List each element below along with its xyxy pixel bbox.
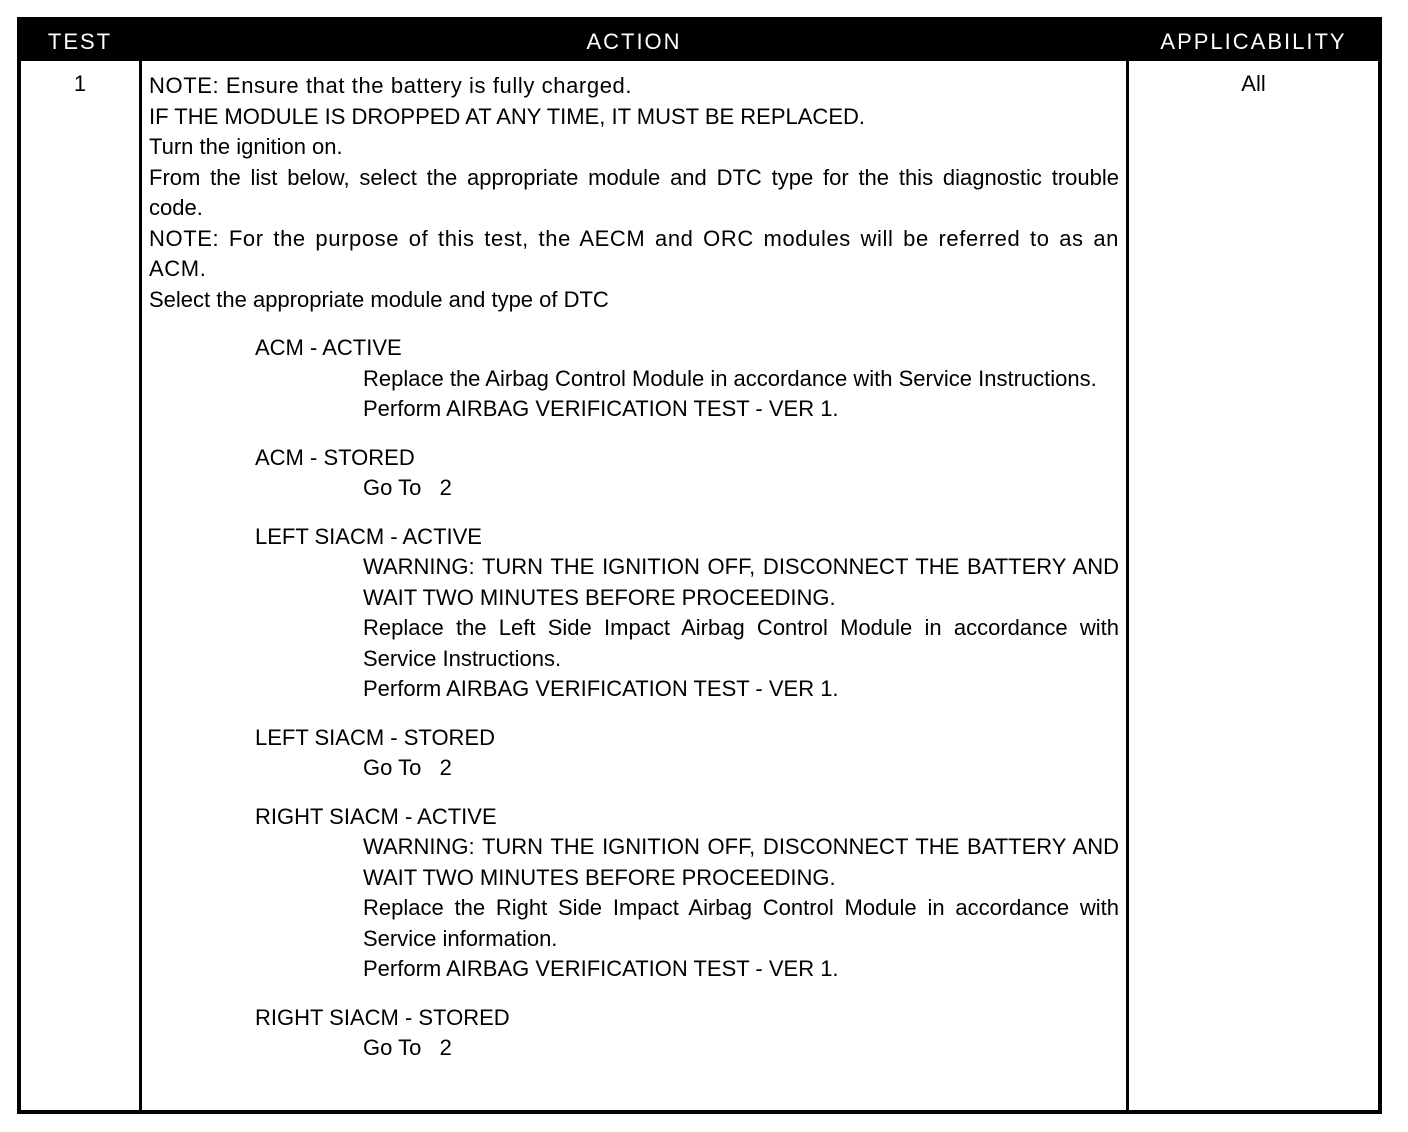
applicability-value: All bbox=[1241, 71, 1266, 96]
option-right-siacm-stored bbox=[255, 1003, 1119, 1064]
action-cell bbox=[149, 71, 1119, 1064]
option-steps bbox=[363, 832, 1119, 985]
ignition-on-step: Turn the ignition on. bbox=[149, 134, 343, 159]
option-step: Replace the Right Side Impact Airbag Control Module in accordance with Service information. bbox=[363, 895, 1119, 951]
option-right-siacm-active bbox=[255, 802, 1119, 985]
header-action: ACTION bbox=[586, 29, 682, 54]
diagnostic-test-table bbox=[17, 17, 1382, 1114]
column-divider-applicability bbox=[1126, 61, 1129, 1110]
option-step-goto: Go To 2 bbox=[363, 1035, 452, 1060]
option-label: RIGHT SIACM - ACTIVE bbox=[255, 803, 497, 829]
header-applicability: APPLICABILITY bbox=[1160, 29, 1347, 54]
option-label: LEFT SIACM - STORED bbox=[255, 724, 496, 750]
option-step-warning: WARNING: TURN THE IGNITION OFF, DISCONNECT THE BATTERY AND WAIT TWO MINUTES BEFORE PROCEEDING. bbox=[363, 834, 1119, 890]
option-left-siacm-active bbox=[255, 522, 1119, 705]
dtc-option-list bbox=[149, 333, 1119, 1064]
option-steps bbox=[363, 552, 1119, 705]
option-steps bbox=[363, 1033, 1119, 1064]
header-test: TEST bbox=[47, 29, 113, 54]
option-label: LEFT SIACM - ACTIVE bbox=[255, 523, 482, 549]
note-acm: NOTE: For the purpose of this test, the AECM and ORC modules will be referred to as an ACM. bbox=[149, 225, 1119, 281]
table-header bbox=[21, 21, 1378, 61]
option-step: Perform AIRBAG VERIFICATION TEST - VER 1. bbox=[363, 396, 839, 421]
option-step: Replace the Left Side Impact Airbag Control Module in accordance with Service Instructions. bbox=[363, 615, 1119, 671]
option-acm-active bbox=[255, 333, 1119, 425]
option-steps bbox=[363, 753, 1119, 784]
select-from-list-step: From the list below, select the appropriate module and DTC type for the this diagnostic trouble code. bbox=[149, 164, 1119, 220]
option-label: ACM - ACTIVE bbox=[255, 335, 402, 360]
option-step-goto: Go To 2 bbox=[363, 755, 452, 780]
option-label: RIGHT SIACM - STORED bbox=[255, 1004, 510, 1030]
select-prompt: Select the appropriate module and type of DTC bbox=[149, 286, 609, 312]
column-divider-test bbox=[139, 61, 142, 1110]
option-label: ACM - STORED bbox=[255, 444, 415, 470]
option-step: Perform AIRBAG VERIFICATION TEST - VER 1. bbox=[363, 956, 839, 981]
note-battery: NOTE: Ensure that the battery is fully charged. bbox=[149, 73, 633, 98]
option-acm-stored bbox=[255, 443, 1119, 504]
module-drop-warning: IF THE MODULE IS DROPPED AT ANY TIME, IT MUST BE REPLACED. bbox=[149, 103, 865, 129]
option-step-goto: Go To 2 bbox=[363, 475, 452, 500]
option-left-siacm-stored bbox=[255, 723, 1119, 784]
option-steps bbox=[363, 473, 1119, 504]
option-steps bbox=[363, 364, 1119, 425]
option-step: Replace the Airbag Control Module in accordance with Service Instructions. bbox=[363, 365, 1097, 391]
option-step: Perform AIRBAG VERIFICATION TEST - VER 1. bbox=[363, 676, 839, 701]
option-step-warning: WARNING: TURN THE IGNITION OFF, DISCONNECT THE BATTERY AND WAIT TWO MINUTES BEFORE PROCEEDING. bbox=[363, 554, 1119, 610]
test-number: 1 bbox=[73, 71, 87, 96]
